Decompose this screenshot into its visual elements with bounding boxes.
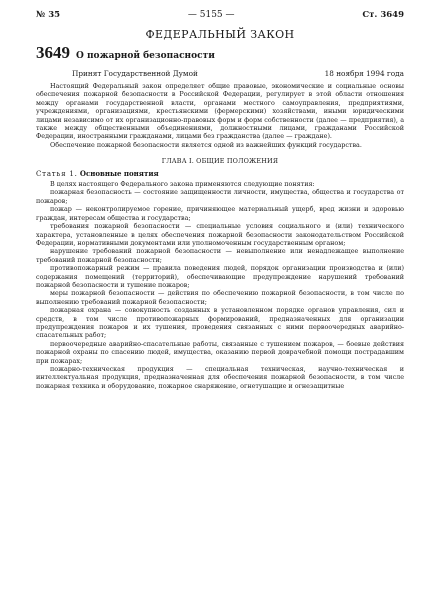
- article-label: Статья 1.: [36, 169, 78, 178]
- article-number: Ст. 3649: [362, 10, 404, 20]
- definition-paragraph: противопожарный режим — правила поведения людей, порядок организации производства и (или) содержания помещений (территорий), обеспечивающие предупреждение нарушений требований пожарной безопасности и тушение пожаров;: [36, 264, 404, 289]
- definition-paragraph: пожарно-техническая продукция — специальная техническая, научно-техническая и интеллектуальная продукция, предназначенная для обеспечения пожарной безопасности, в том числе пожарная техника и оборудование, пожарное снаряжение, огнетушащие и огнезащитные: [36, 365, 404, 390]
- issue-number: № 35: [36, 10, 61, 20]
- law-name: О пожарной безопасности: [76, 51, 215, 61]
- document-body: [36, 82, 404, 390]
- preamble-paragraph: Настоящий Федеральный закон определяет общие правовые, экономические и социальные основы обеспечения пожарной безопасности в Российской Федерации, регулирует в этой области отношения между органами государственной власти, органами местного самоуправления, предприятиями, учреждениями, организациями, крестьянскими (фермерскими) хозяйствами, иными юридическими лицами независимо от их организационно-правовых форм и форм собственности (далее — предприятия), а также между общественными объединениями, должностными лицами, гражданами Российской Федерации, иностранными гражданами, лицами без гражданства (далее — граждане).: [36, 82, 404, 141]
- law-heading: [36, 43, 404, 63]
- definition-paragraph: пожарная безопасность — состояние защищенности личности, имущества, общества и государства от пожаров;: [36, 188, 404, 205]
- page-number: — 5155 —: [187, 10, 235, 20]
- definition-paragraph: меры пожарной безопасности — действия по обеспечению пожарной безопасности, в том числе по выполнению требований пожарной безопасности;: [36, 289, 404, 306]
- chapter-heading: ГЛАВА I. ОБЩИЕ ПОЛОЖЕНИЯ: [161, 157, 279, 166]
- definition-paragraph: нарушение требований пожарной безопасности — невыполнение или ненадлежащее выполнение требований пожарной безопасности;: [36, 247, 404, 264]
- page-header: [36, 10, 404, 22]
- article-title: Основные понятия: [79, 168, 159, 178]
- definition-paragraph: пожар — неконтролируемое горение, причиняющее материальный ущерб, вред жизни и здоровью граждан, интересам общества и государства;: [36, 205, 404, 222]
- law-title: ФЕДЕРАЛЬНЫЙ ЗАКОН: [145, 28, 295, 41]
- adopted-date: 18 ноября 1994 года: [324, 69, 404, 78]
- preamble-paragraph: Обеспечение пожарной безопасности является одной из важнейших функций государства.: [50, 140, 362, 149]
- definition-paragraph: пожарная охрана — совокупность созданных в установленном порядке органов управления, сил и средств, в том числе противопожарных формирований, предназначенных для организации предупреждения пожаров и их тушения, проведения связанных с ними первоочередных аварийно-спасательных работ;: [36, 306, 404, 340]
- article-heading: [36, 170, 404, 178]
- law-number: 3649: [36, 43, 70, 62]
- adoption-line: [36, 69, 404, 80]
- article-paragraph: В целях настоящего Федерального закона применяются следующие понятия:: [50, 180, 315, 189]
- adopted-by: Принят Государственной Думой: [72, 69, 198, 78]
- definition-paragraph: первоочередные аварийно-спасательные работы, связанные с тушением пожаров, — боевые действия пожарной охраны по спасению людей, имущества, оказанию первой доврачебной помощи пострадавшим при пожарах;: [36, 339, 404, 365]
- definition-paragraph: требования пожарной безопасности — специальные условия социального и (или) технического характера, установленные в целях обеспечения пожарной безопасности законодательством Российской Федерации, нормативными документами или уполномоченным государственным органом;: [36, 222, 404, 247]
